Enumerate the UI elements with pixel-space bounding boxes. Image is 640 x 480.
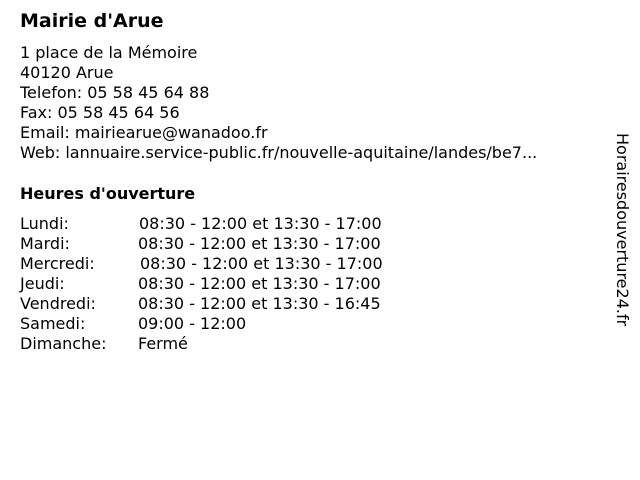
phone-text: Telefon: 05 58 45 64 88 — [20, 83, 210, 102]
web-text: Web: lannuaire.service-public.fr/nouvelle-aquitaine/landes/be7... — [20, 143, 538, 162]
email-text: Email: mairiearue@wanadoo.fr — [20, 123, 268, 142]
day-label: Lundi: — [20, 214, 69, 233]
address-line-1: 1 place de la Mémoire — [20, 43, 198, 62]
contact-info — [20, 43, 537, 163]
day-hours: 08:30 - 12:00 et 13:30 - 17:00 — [138, 234, 381, 253]
day-hours: 08:30 - 12:00 et 13:30 - 16:45 — [138, 294, 381, 313]
day-hours: 08:30 - 12:00 et 13:30 - 17:00 — [138, 274, 381, 293]
day-hours: 08:30 - 12:00 et 13:30 - 17:00 — [140, 254, 383, 273]
day-label: Vendredi: — [20, 294, 96, 313]
day-hours: 08:30 - 12:00 et 13:30 - 17:00 — [139, 214, 382, 233]
day-label: Jeudi: — [20, 274, 65, 293]
day-hours: 09:00 - 12:00 — [138, 314, 247, 333]
day-hours: Fermé — [138, 334, 188, 353]
day-label: Samedi: — [20, 314, 86, 333]
day-label: Mercredi: — [20, 254, 95, 273]
day-label: Dimanche: — [20, 334, 107, 353]
place-title: Mairie d'Arue — [20, 10, 164, 32]
fax-text: Fax: 05 58 45 64 56 — [20, 103, 180, 122]
day-label: Mardi: — [20, 234, 70, 253]
address-line-2: 40120 Arue — [20, 63, 114, 82]
opening-hours-heading: Heures d'ouverture — [20, 184, 196, 203]
site-watermark: Horairesdouverture24.fr — [613, 133, 632, 327]
